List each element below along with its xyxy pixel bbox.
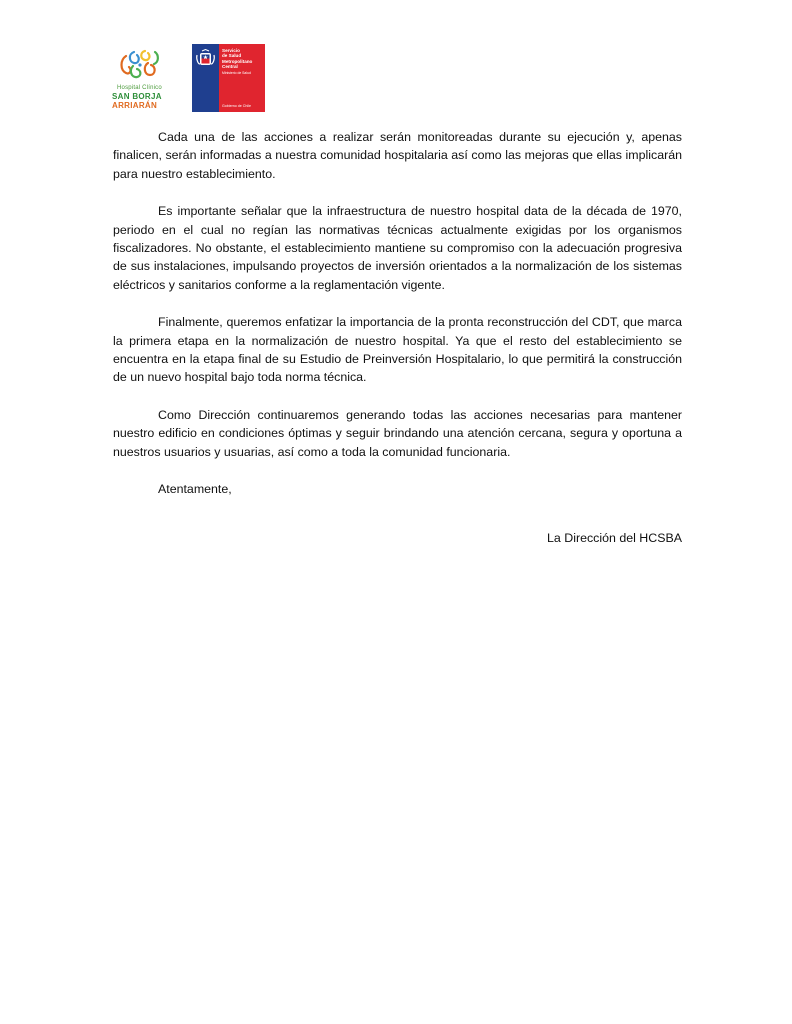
hospital-logo-line1: Hospital Clínico: [117, 85, 162, 91]
government-logo-title-line: Servicio: [222, 48, 240, 53]
government-logo-title: [222, 48, 264, 69]
letter-paragraph: Es importante señalar que la infraestructura de nuestro hospital data de la década de 1970, periodo en el cual no regían las normativas técnicas actualmente exigidas por los organismos fiscalizadores. No obstante, el establecimiento mantiene su compromiso con la adecuación progresiva de sus instalaciones, impulsando proyectos de inversión orientados a la normalización de los sistemas eléctricos y sanitarios conforme a la reglamentación vigente.: [113, 204, 682, 292]
letter-paragraph: Cada una de las acciones a realizar serán monitoreadas durante su ejecución y, apenas finalicen, serán informadas a nuestra comunidad hospitalaria así como las mejoras que ellas implicarán para nuestro establecimiento.: [113, 130, 682, 181]
letter-signature: La Dirección del HCSBA: [547, 530, 682, 545]
hospital-logo: [112, 46, 172, 112]
letter-paragraph: Finalmente, queremos enfatizar la importancia de la pronta reconstrucción del CDT, que marca la primera etapa en la normalización de nuestro hospital. Ya que el resto del establecimiento se encuentra en la etapa final de su Estudio de Preinversión Hospitalario, lo que permitirá la construcción de un nuevo hospital bajo toda norma técnica.: [113, 315, 682, 385]
government-logo-subtitle: Ministerio de Salud: [222, 71, 251, 75]
letter-body: [113, 128, 682, 547]
government-logo-title-line: Central: [222, 63, 238, 69]
government-logo-title-line: de Salud: [222, 53, 242, 59]
hospital-logo-line3: ARRIARÁN: [112, 101, 158, 110]
letter-paragraph: Como Dirección continuaremos generando todas las acciones necesarias para mantener nuestro edificio en condiciones óptimas y seguir brindando una atención cercana, segura y oportuna a nuestros usuarios y usuarias, así como a toda la comunidad funcionaria.: [113, 407, 682, 459]
coat-of-arms-icon: [195, 49, 216, 69]
government-logo: [192, 44, 265, 112]
letter-closing: Atentamente,: [158, 482, 232, 497]
government-logo-title-line: Metropolitano: [222, 58, 253, 64]
government-logo-footer: Gobierno de Chile: [222, 104, 251, 108]
hospital-logo-figures-icon: [118, 46, 162, 84]
hospital-logo-line2: SAN BORJA: [112, 92, 162, 101]
